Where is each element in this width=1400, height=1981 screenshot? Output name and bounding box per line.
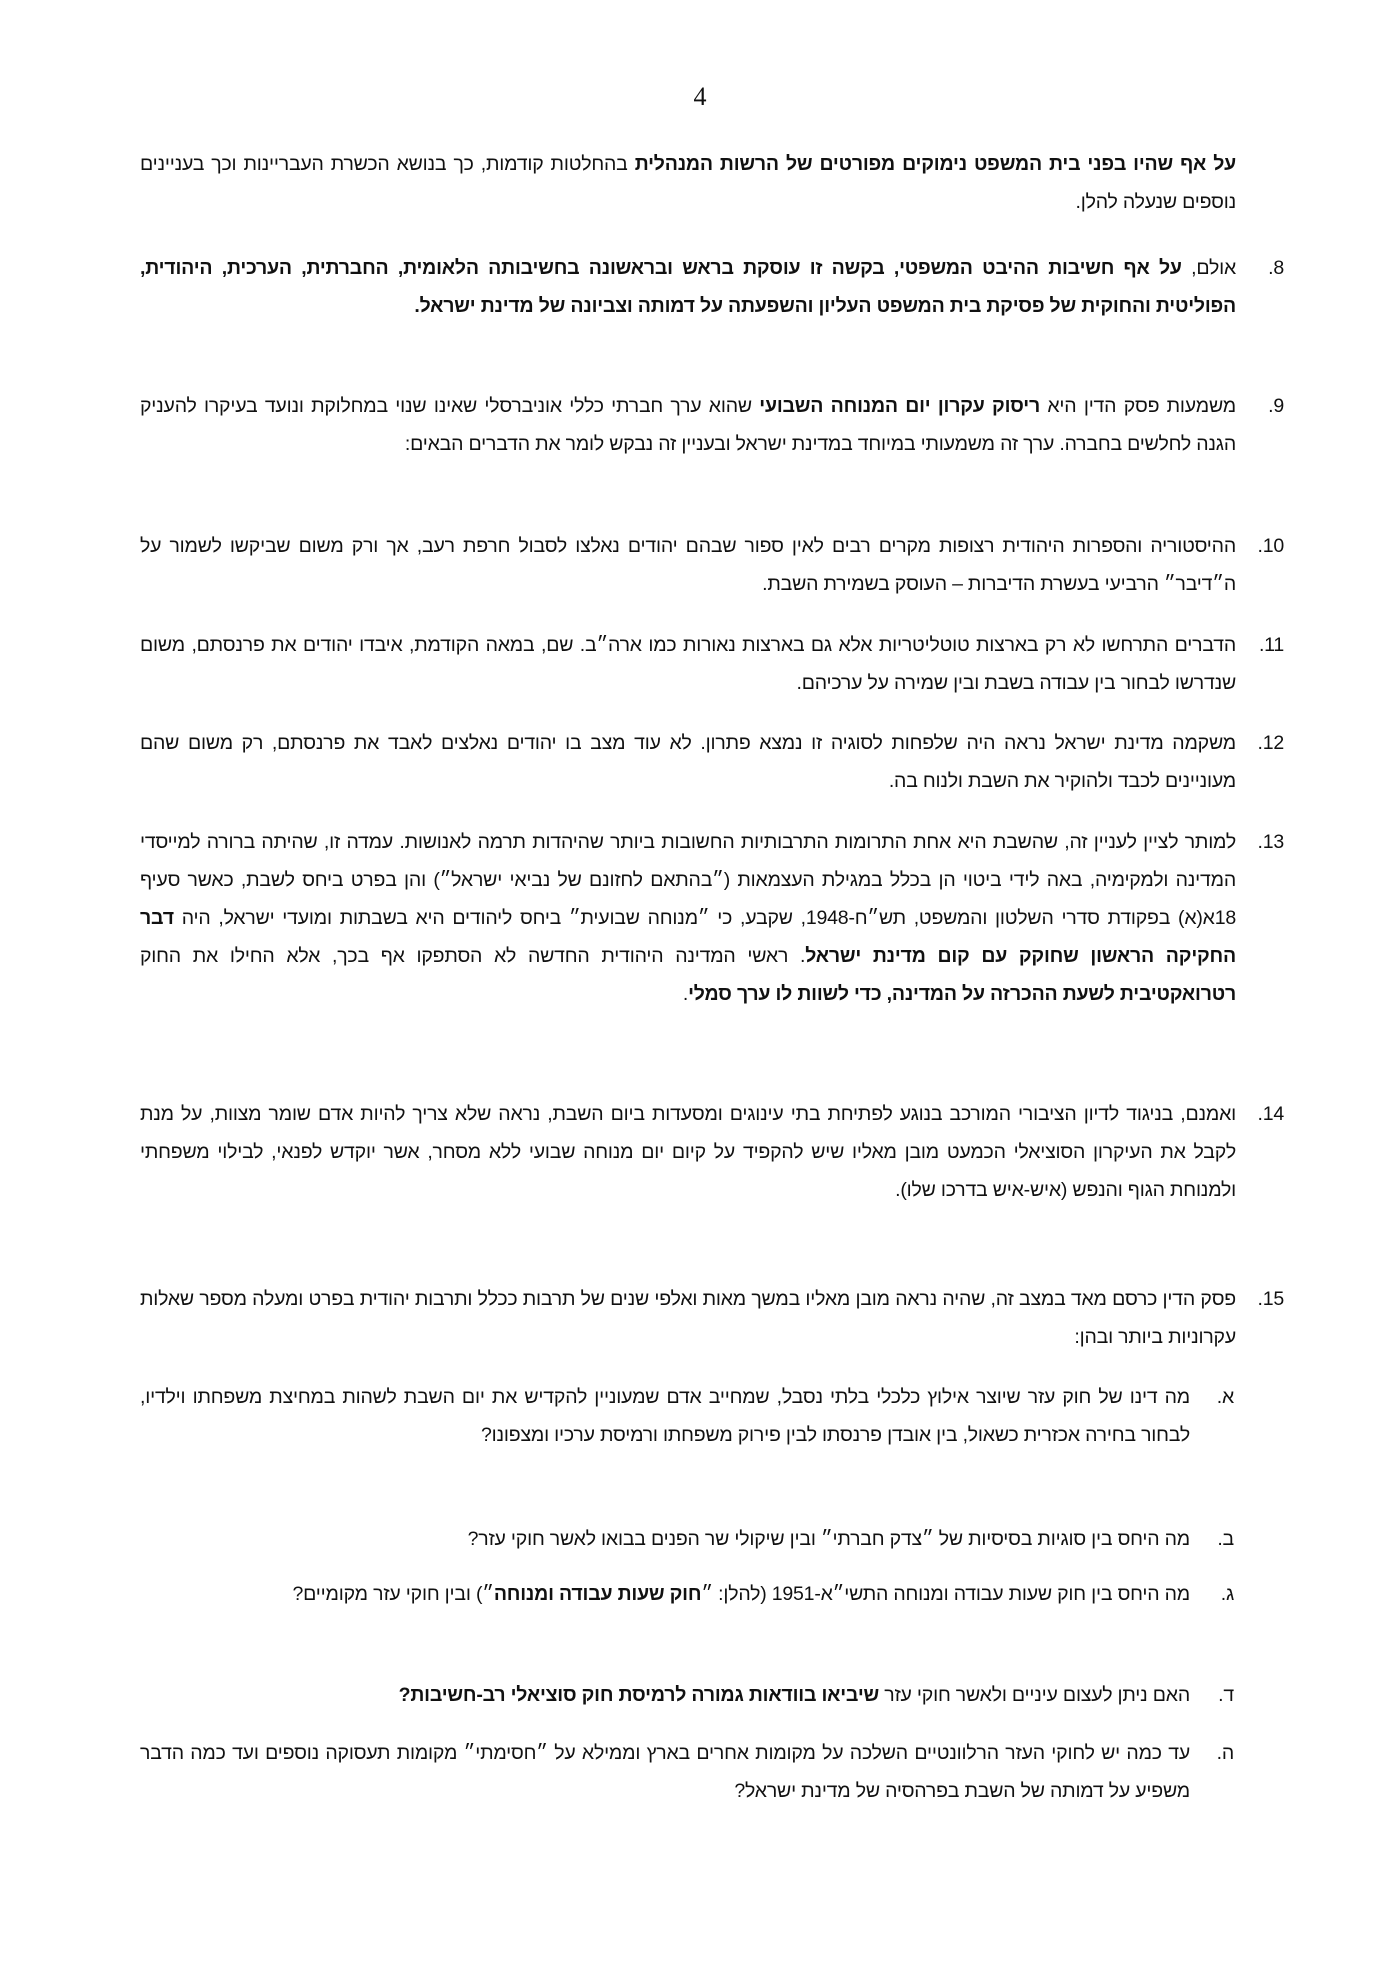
text: משמעות פסק הדין היא — [1040, 395, 1236, 417]
text: מה היחס בין סוגיות בסיסיות של ״צדק חברתי״ ובין שיקולי שר הפנים בבואו לאשר חוקי עזר? — [467, 1528, 1190, 1550]
text: ההיסטוריה והספרות היהודית רצופות מקרים רבים לאין ספור שבהם יהודים נאלצו לסבול חרפת רעב, אך ורק משום שביקשו לשמור על ה״דיבר״ הרביעי בעשרת הדיברות – העוסק בשמירת השבת. — [140, 535, 1236, 595]
text: עד כמה יש לחוקי העזר הרלוונטיים השלכה על מקומות אחרים בארץ וממילא על ״חסימתי״ מקומות תעסוקה נוספים ועד כמה הדבר משפיע על דמותה של השבת בפרהסיה של מדינת ישראל? — [140, 1742, 1190, 1802]
text-bold: רטרואקטיבית לשעת ההכרזה על המדינה, כדי לשוות לו ערך סמלי — [688, 983, 1236, 1005]
text: שהוא ערך חברתי כללי אוניברסלי שאינו שנוי במחלוקת ונועד בעיקרו להעניק הגנה לחלשים בחברה. ערך זה משמעותי במיוחד במדינת ישראל ובעניין זה נבקש לומר את הדברים הבאים: — [140, 395, 1236, 455]
text-bold: שיביאו בוודאות גמורה לרמיסת חוק סוציאלי רב-חשיבות? — [398, 1684, 880, 1706]
text: מה דינו של חוק עזר שיוצר אילוץ כלכלי בלתי נסבל, שמחייב אדם שמעוניין להקדיש את יום השבת לשהות במחיצת משפחתו וילדיו, לבחור בחירה אכזרית כשאול, בין אובדן פרנסתו לבין פירוק משפחתו ורמיסת ערכיו ומצפונו? — [140, 1386, 1190, 1446]
text-bold: על אף חשיבות ההיבט המשפטי, בקשה זו עוסקת בראש ובראשונה בחשיבותה הלאומית, החברתית, הערכית, היהודית, הפוליטית והחוקית של פסיקת בית המשפט העליון והשפעתה על דמותה וצביונה של מדינת ישראל. — [140, 257, 1236, 317]
paragraph-number: 9. — [1268, 395, 1284, 417]
paragraph-number: 14. — [1257, 1103, 1284, 1125]
text: האם ניתן לעצום עיניים ולאשר חוקי עזר — [879, 1684, 1190, 1706]
paragraph-14 — [140, 1095, 1284, 1209]
intro-paragraph — [140, 145, 1236, 221]
question-a — [140, 1378, 1234, 1454]
paragraph-number: 15. — [1257, 1288, 1284, 1310]
paragraph-number: 8. — [1268, 257, 1284, 279]
text: משקמה מדינת ישראל נראה היה שלפחות לסוגיה זו נמצא פתרון. לא עוד מצב בו יהודים נאלצים לאבד את פרנסתם, רק משום שהם מעוניינים לכבד ולהוקיר את השבת ולנוח בה. — [140, 732, 1236, 792]
text: אולם, — [1181, 257, 1236, 279]
question-e — [140, 1734, 1234, 1810]
paragraph-9 — [140, 387, 1284, 463]
text: מה היחס בין חוק שעות עבודה ומנוחה התשי״א-1951 (להלן: ״ — [701, 1583, 1190, 1605]
text: ״) ובין חוקי עזר מקומיים? — [292, 1583, 494, 1605]
text: ואמנם, בניגוד לדיון הציבורי המורכב בנוגע לפתיחת בתי עינוגים ומסעדות ביום השבת, נראה שלא צריך להיות אדם שומר מצוות, על מנת לקבל את העיקרון הסוציאלי הכמעט מובן מאליו שיש להקפיד על קיום יום מנוחה שבועי ללא מסחר, אשר יוקדש לפנאי, לבילוי משפחתי ולמנוחת הגוף והנפש (איש-איש בדרכו שלו). — [140, 1103, 1236, 1201]
paragraph-number: 11. — [1258, 634, 1284, 656]
paragraph-number: 12. — [1257, 732, 1284, 754]
text: . ראשי המדינה היהודית החדשה לא הסתפקו אף בכך, אלא החילו את החוק — [140, 945, 806, 967]
text-bold: על אף שהיו בפני בית המשפט נימוקים מפורטים של הרשות המנהלית — [634, 153, 1237, 175]
text: פסק הדין כרסם מאד במצב זה, שהיה נראה מובן מאליו במשך מאות ואלפי שנים של תרבות ככלל ותרבות יהודית בפרט ומעלה מספר שאלות עקרוניות ביותר ובהן: — [140, 1288, 1236, 1348]
text: בהחלטות קודמות, כך בנושא הכשרת העבריינות וכך בעניינים נוספים שנעלה להלן. — [140, 153, 1236, 213]
text-bold: ריסוק עקרון יום המנוחה השבועי — [759, 395, 1041, 417]
question-letter: ג. — [1220, 1583, 1234, 1605]
page-number: 4 — [693, 82, 707, 111]
paragraph-number: 13. — [1257, 831, 1284, 853]
paragraph-12 — [140, 724, 1284, 800]
question-b — [140, 1520, 1234, 1558]
question-letter: ה. — [1216, 1742, 1234, 1764]
question-c — [140, 1575, 1234, 1613]
paragraph-number: 10. — [1257, 535, 1284, 557]
paragraph-15 — [140, 1280, 1284, 1356]
paragraph-8 — [140, 249, 1284, 325]
paragraph-11 — [140, 626, 1284, 702]
paragraph-13 — [140, 823, 1284, 1013]
text: למותר לציין לעניין זה, שהשבת היא אחת התרומות התרבותיות החשובות ביותר שהיהדות תרמה לאנושות. עמדה זו, שהיתה ברורה למייסדי המדינה ולמקימיה, באה לידי ביטוי הן בכלל במגילת העצמאות (״בהתאם לחזונם של נביאי ישראל״) והן בפרט ביחס לשבת, כאשר סעיף 18א(א) בפקודת סדרי השלטון והמשפט, תש״ח-1948, שקבע, כי ״מנוחה שבועית״ ביחס ליהודים היא בשבתות ומועדי ישראל, היה — [140, 831, 1236, 929]
question-letter: ב. — [1217, 1528, 1234, 1550]
question-d — [140, 1676, 1234, 1714]
paragraph-10 — [140, 527, 1284, 603]
text: הדברים התרחשו לא רק בארצות טוטליטריות אלא גם בארצות נאורות כמו ארה״ב. שם, במאה הקודמת, איבדו יהודים את פרנסתם, משום שנדרשו לבחור בין עבודה בשבת ובין שמירה על ערכיהם. — [140, 634, 1236, 694]
question-letter: א. — [1216, 1386, 1234, 1408]
text-bold: חוק שעות עבודה ומנוחה — [493, 1583, 702, 1605]
text: . — [682, 983, 689, 1005]
question-letter: ד. — [1218, 1684, 1234, 1706]
text-bold: דבר החקיקה הראשון שחוקק עם קום מדינת ישראל — [140, 907, 1236, 967]
